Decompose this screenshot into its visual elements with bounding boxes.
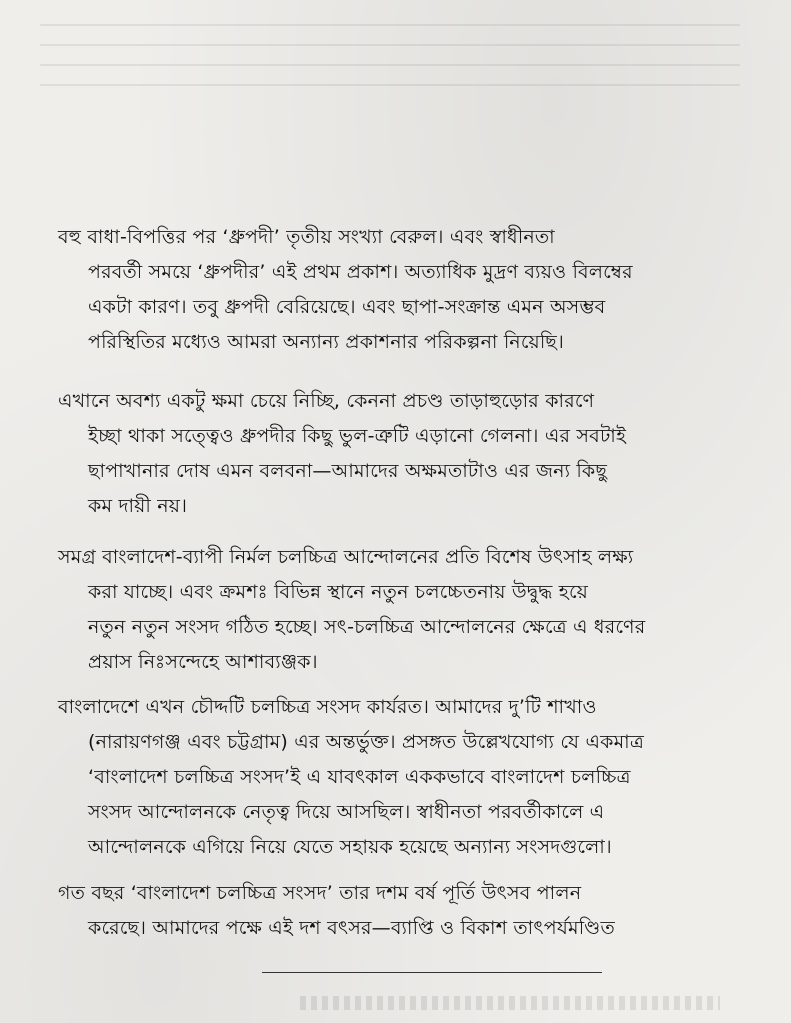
bleed-through-text [40,6,740,146]
paragraph-line: করা যাচ্ছে। এবং ক্রমশঃ বিভিন্ন স্থানে নতুন চলচ্চেতনায় উদ্বুদ্ধ হয়ে [88,581,588,603]
paragraph-line: কম দায়ী নয়। [88,495,188,517]
horizontal-rule [262,972,602,973]
paragraph-line: প্রয়াস নিঃসন্দেহে আশাব্যঞ্জক। [88,651,318,673]
paragraph-line: সংসদ আন্দোলনকে নেতৃত্ব দিয়ে আসছিল। স্বাধীনতা পরবর্তীকালে এ [88,801,605,823]
bleed-line [40,24,740,26]
paragraph-line: করেছে। আমাদের পক্ষে এই দশ বৎসর—ব্যাপ্তি ও বিকাশ তাৎপর্যমণ্ডিত [88,917,615,939]
paragraph-line: পরবর্তী সময়ে ‘ধ্রুপদীর’ এই প্রথম প্রকাশ। অত্যাধিক মুদ্রণ ব্যয়ও বিলম্বের [88,261,633,283]
bleed-line [40,64,740,66]
paragraph-2 [58,384,758,524]
paragraph-line: একটা কারণ। তবু ধ্রুপদী বেরিয়েছে। এবং ছাপা-সংক্রান্ত এমন অসম্ভব [88,296,606,318]
paragraph-1 [58,220,758,360]
paragraph-line: আন্দোলনকে এগিয়ে নিয়ে যেতে সহায়ক হয়েছে অন্যান্য সংসদগুলো। [88,836,612,858]
paragraph-line: বাংলাদেশে এখন চৌদ্দটি চলচ্চিত্র সংসদ কার্যরত। আমাদের দু’টি শাখাও [58,696,597,718]
paragraph-line: গত বছর ‘বাংলাদেশ চলচ্চিত্র সংসদ’ তার দশম বর্ষ পূর্তি উৎসব পালন [58,882,582,904]
paragraph-line: ছাপাখানার দোষ এমন বলবনা—আমাদের অক্ষমতাটাও এর জন্য কিছু [88,460,608,482]
paragraph-line: নতুন নতুন সংসদ গঠিত হচ্ছে। সৎ-চলচ্চিত্র আন্দোলনের ক্ষেত্রে এ ধরণের [88,616,646,638]
paragraph-line: বহু বাধা-বিপত্তির পর ‘ধ্রুপদী’ তৃতীয় সংখ্যা বেরুল। এবং স্বাধীনতা [58,226,555,248]
paragraph-line: পরিস্থিতির মধ্যেও আমরা অন্যান্য প্রকাশনার পরিকল্পনা নিয়েছি। [88,331,565,353]
paragraph-line: ‘বাংলাদেশ চলচ্চিত্র সংসদ’ই এ যাবৎকাল এককভাবে বাংলাদেশ চলচ্চিত্র [88,766,631,788]
paragraph-line: (নারায়ণগঞ্জ এবং চট্টগ্রাম) এর অন্তর্ভুক্ত। প্রসঙ্গত উল্লেখযোগ্য যে একমাত্র [88,731,645,753]
paragraph-5 [58,876,758,946]
paragraph-line: ইচ্ছা থাকা সত্ত্বেও ধ্রুপদীর কিছু ভুল-ত্রুটি এড়ানো গেলনা। এর সবটাই [88,425,627,447]
bleed-line [40,84,740,86]
bleed-line [40,44,740,46]
paragraph-line: সমগ্র বাংলাদেশ-ব্যাপী নির্মল চলচ্চিত্র আন্দোলনের প্রতি বিশেষ উৎসাহ লক্ষ্য [58,546,634,568]
paragraph-4 [58,690,758,865]
footer-smudge [300,996,720,1010]
paragraph-line: এখানে অবশ্য একটু ক্ষমা চেয়ে নিচ্ছি, কেননা প্রচণ্ড তাড়াহুড়োর কারণে [58,390,595,412]
paragraph-3 [58,540,758,680]
